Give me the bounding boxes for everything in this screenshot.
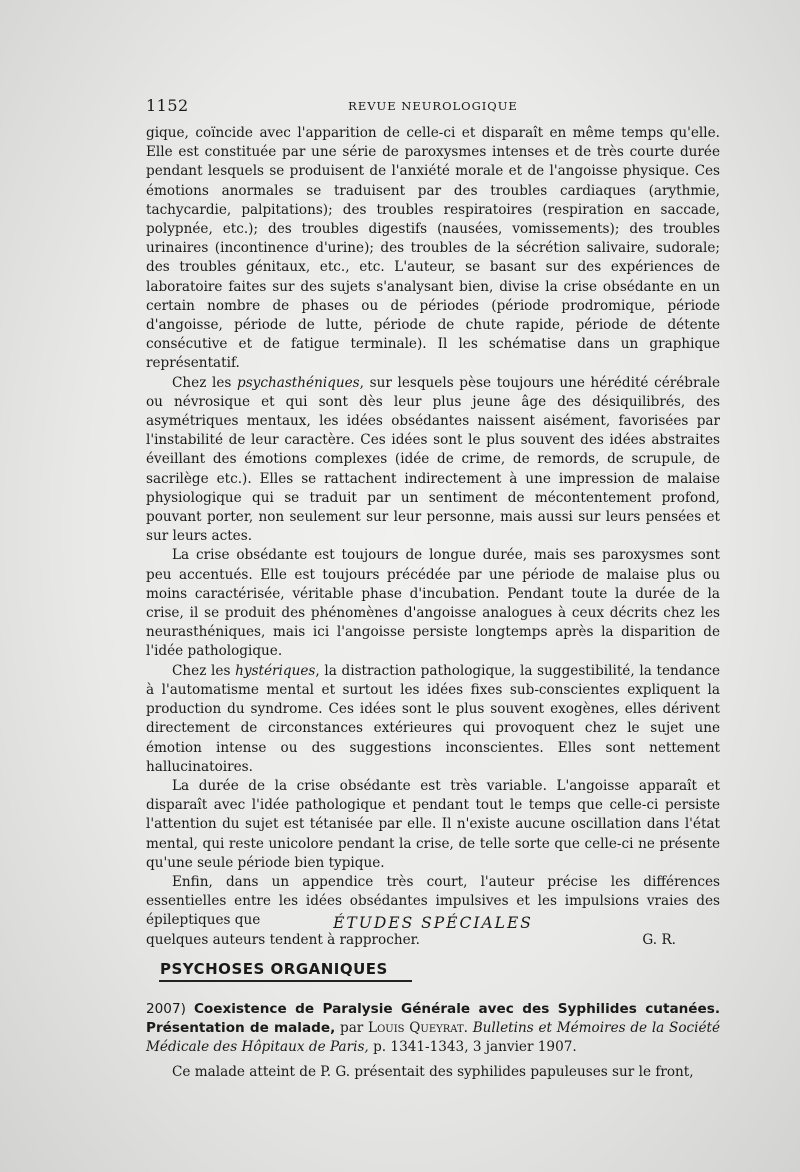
paragraph-text: La durée de la crise obsédante est très variable. L'angoisse apparaît et disparaît avec l'idée pathologique et pendant tout le temps que celle-ci persiste l'attention du sujet est tétanisée par elle. Il n'existe aucune oscillation dans l'état mental, qui reste unicolore pendant la crise, de telle sorte que celle-ci ne présente qu'une seule période bien typique. — [146, 777, 720, 871]
paragraph — [146, 777, 720, 873]
emphasized-term: psychasthéniques — [237, 374, 360, 391]
paragraph-prefix: Chez les — [172, 662, 236, 679]
paragraph-text: Enfin, dans un appendice très court, l'auteur précise les différences essentielles entre les idées obsédantes impulsives et les impulsions vraies des épileptiques que — [146, 873, 720, 929]
paragraph-text: La crise obsédante est toujours de longue durée, mais ses paroxysmes sont peu accentués. Elle est toujours précédée par une période de malaise plus ou moins caractérisée, véritable phase d'incubation. Pendant toute la durée de la crise, il se produit des phénomènes d'angoisse analogues à ceux décrits chez les neurasthéniques, mais ici l'angoisse persiste longtemps après la disparition de l'idée pathologique. — [146, 547, 720, 660]
subsection-title: PSYCHOSES ORGANIQUES — [160, 960, 388, 978]
paragraph-text: gique, coïncide avec l'apparition de celle-ci et disparaît en même temps qu'elle. Elle est constituée par une série de paroxysmes intenses et de très courte durée pendant lesquels se produisent de l'anxiété morale et de l'angoisse physique. Ces émotions anormales se traduisent par des troubles cardiaques (arythmie, tachycardie, palpitations); des troubles respiratoires (respiration en saccade, polypnée, etc.); des troubles digestifs (nausées, vomissements); des troubles urinaires (incontinence d'urine); des troubles de la sécrétion salivaire, sudorale; des troubles génitaux, etc., etc. L'auteur, se basant sur des expériences de laboratoire faites sur des sujets s'analysant bien, divise la crise obsédante en un certain nombre de phases ou de périodes (période prodromique, période d'angoisse, période de lutte, période de chute rapide, période de détente consécutive et de fatigue terminale). Il les schématise dans un graphique représentatif. — [146, 125, 720, 372]
entry-number: 2007) — [146, 1001, 186, 1017]
entry-title: Coexistence de Paralysie Générale avec des Syphilides cutanées. Présentation de malade, — [146, 1001, 721, 1037]
bibliographic-entry: 2007) Coexistence de Paralysie Générale avec des Syphilides cutanées. Présentation de malade, par Louis Queyrat. Bulletins et Mémoires de la Société Médicale des Hôpitaux de Paris, p. 1341-1343, 3 janvier 1907. — [146, 1001, 721, 1056]
author-signature: G. R. — [642, 931, 676, 948]
paragraph-text: , sur lesquels pèse toujours une hérédité cérébrale ou névrosique et qui sont dès leur plus jeune âge des désiquilibrés, des asymétriques mentaux, les idées obsédantes naissent aisément, favorisées par l'instabilité de leur caractère. Ces idées sont le plus souvent des idées abstraites éveillant des émotions complexes (idée de crime, de remords, de scrupule, de sacrilège etc.). Elles se rattachent indirectement à une impression de malaise physiologique qui se traduit par un sentiment de mécontentement profond, pouvant porter, non seulement sur leur personne, mais aussi sur leurs pensées et sur leurs actes. — [146, 374, 720, 545]
running-head: REVUE NEUROLOGIQUE — [348, 99, 518, 113]
entry-body-text: Ce malade atteint de P. G. présentait des syphilides papuleuses sur le front, — [172, 1064, 694, 1080]
subsection-underline — [159, 980, 412, 982]
paragraph — [146, 662, 720, 777]
paragraph — [146, 374, 720, 547]
paragraph — [146, 124, 720, 374]
emphasized-term: hystériques — [235, 662, 316, 679]
author-first-name: Louis — [368, 1020, 405, 1037]
section-title: ÉTUDES SPÉCIALES — [333, 914, 533, 932]
paragraph-text: , la distraction pathologique, la suggestibilité, la tendance à l'automatisme mental et surtout les idées fixes sub-conscientes expliquent la production du syndrome. Ces idées sont le plus souvent exogènes, elles dérivent directement de circonstances extérieures qui provoquent chez le sujet une émotion intense ou des suggestions inconscientes. Elles sont nettement hallucinatoires. — [146, 662, 720, 775]
author-last-name: Queyrat — [409, 1020, 464, 1037]
page-number: 1152 — [146, 96, 189, 115]
entry-pages: p. 1341-1343, 3 janvier 1907. — [368, 1039, 577, 1056]
paragraph — [146, 546, 720, 661]
page-header — [146, 96, 720, 116]
closing-text: quelques auteurs tendent à rapprocher. — [146, 931, 420, 948]
article-body — [146, 124, 720, 950]
entry-by: par — [335, 1020, 369, 1037]
paragraph-prefix: Chez les — [172, 374, 237, 391]
closing-line — [146, 931, 720, 950]
entry-source: Bulletins et Mémoires de la Société Médicale des Hôpitaux de Paris, — [146, 1020, 721, 1056]
